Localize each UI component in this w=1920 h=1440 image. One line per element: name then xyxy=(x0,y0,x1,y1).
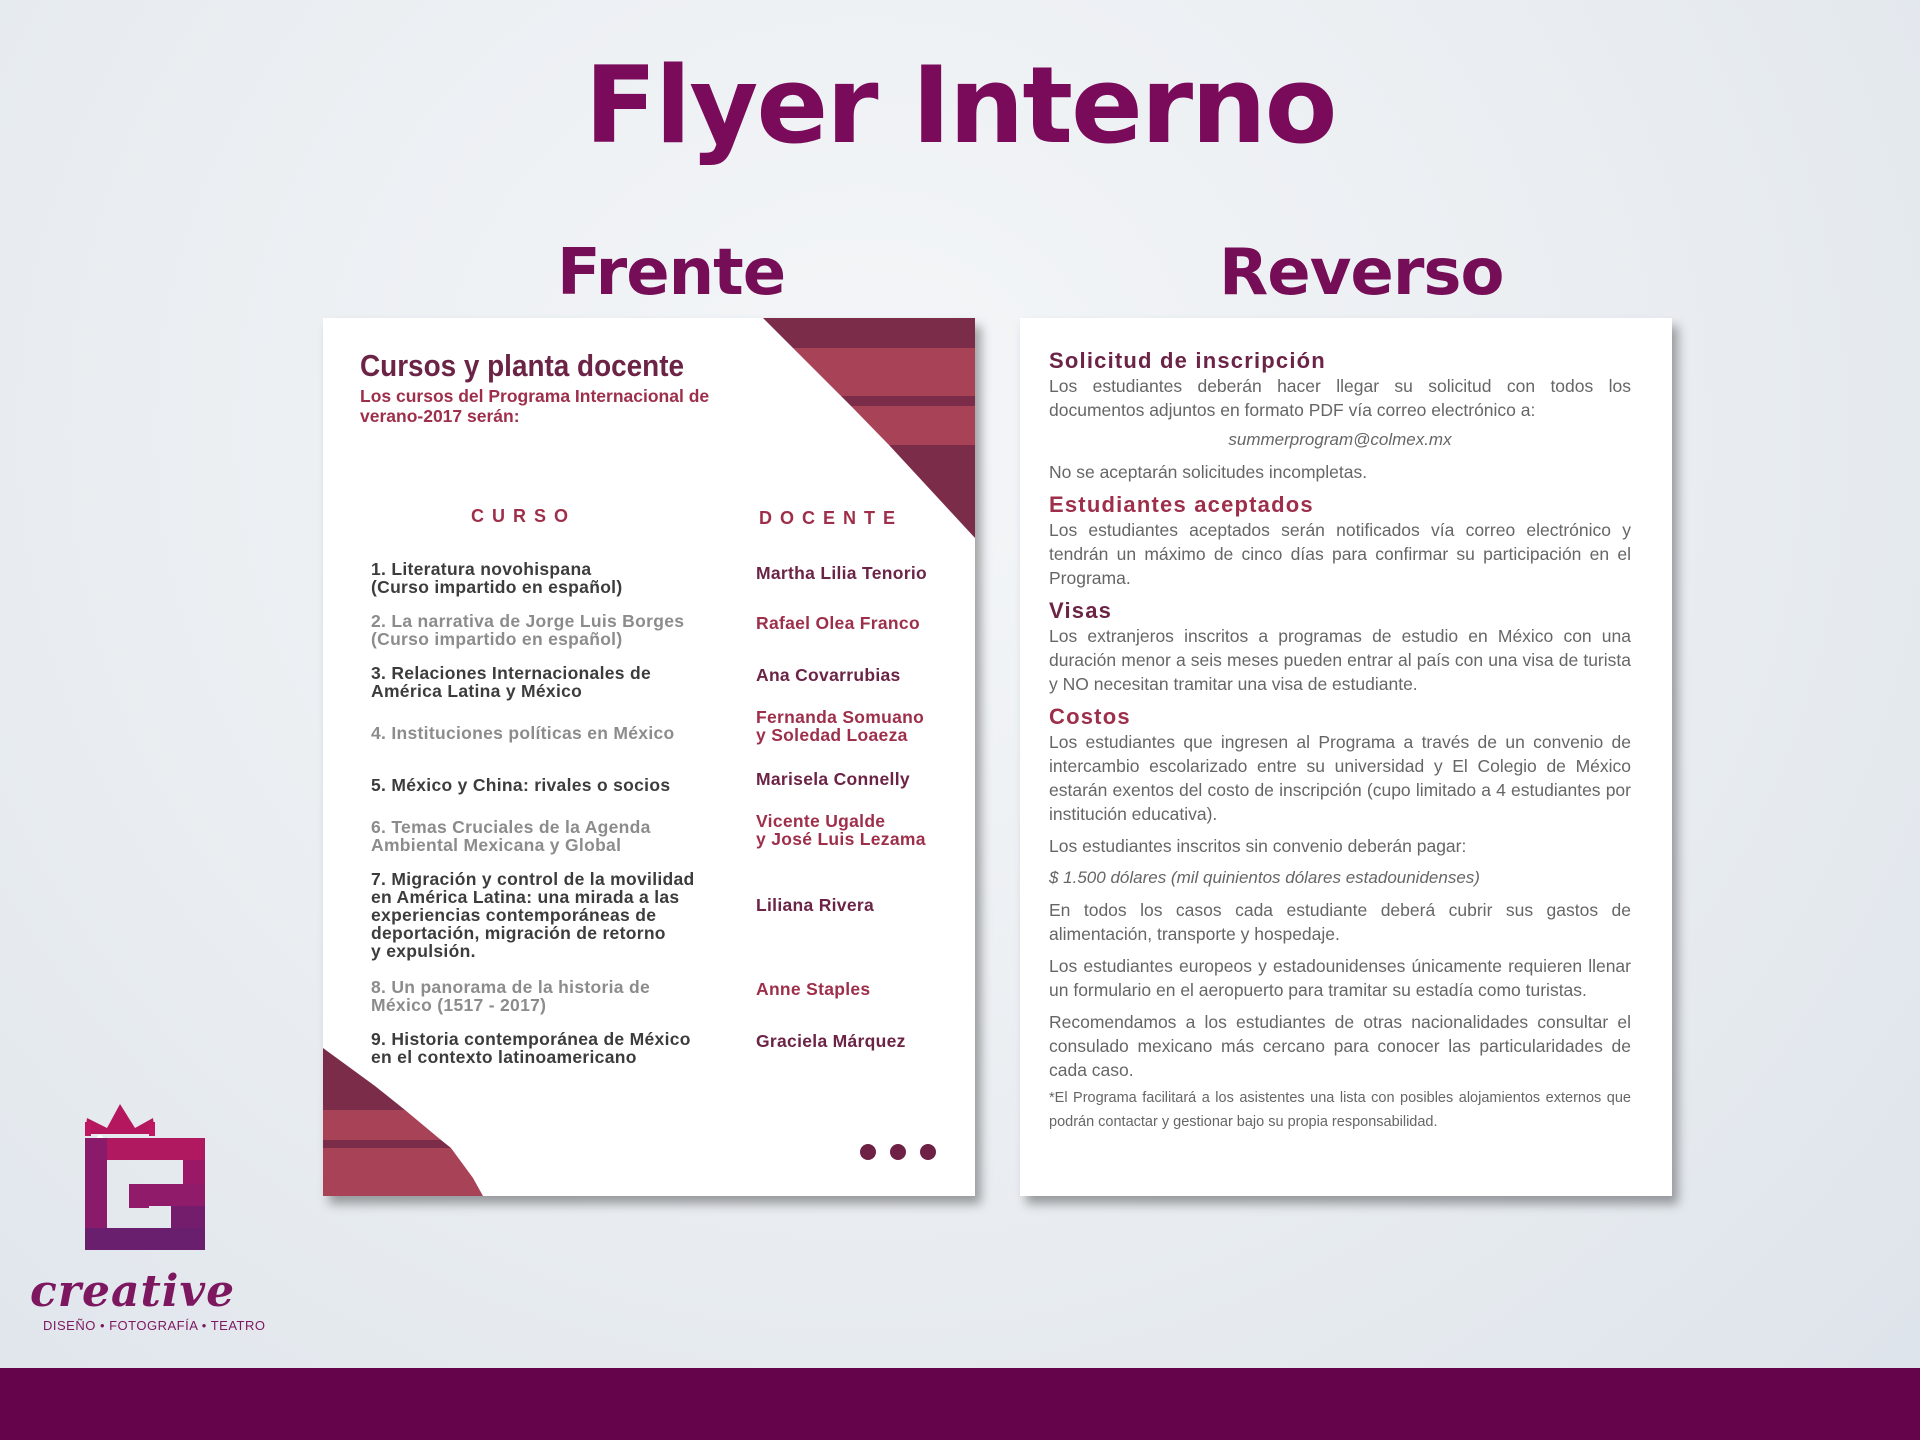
teacher-item: Graciela Márquez xyxy=(756,1031,906,1051)
visas-text: Los extranjeros inscritos a programas de estudio en México con una duración menor a seis meses pueden entrar al país con una visa de turista y NO necesitan tramitar una visa de estudiante. xyxy=(1049,626,1631,694)
costs-text: Recomendamos a los estudiantes de otras nacionalidades consultar el consulado mexicano más cercano para conocer las particularidades de cada caso. xyxy=(1049,1012,1631,1080)
course-item: 1. Literatura novohispana (Curso impartido en español) xyxy=(371,559,623,597)
enrollment-text: Los estudiantes deberán hacer llegar su solicitud con todos los documentos adjuntos en formato PDF vía correo electrónico a: xyxy=(1049,376,1631,420)
teacher-column-header: DOCENTE xyxy=(759,508,904,528)
teacher-item: Vicente Ugalde y José Luis Lezama xyxy=(756,811,926,849)
course-item: 5. México y China: rivales o socios xyxy=(371,775,671,795)
accepted-text: Los estudiantes aceptados serán notificados vía correo electrónico y tendrán un máximo de cinco días para confirmar su participación en el Programa. xyxy=(1049,520,1631,588)
teacher-item: Martha Lilia Tenorio xyxy=(756,563,927,583)
teacher-item: Marisela Connelly xyxy=(756,769,910,789)
flyer-back xyxy=(1020,318,1672,1196)
course-item: 4. Instituciones políticas en México xyxy=(371,723,675,743)
flyer-front xyxy=(323,318,975,1196)
course-item: 2. La narrativa de Jorge Luis Borges (Curso impartido en español) xyxy=(371,611,685,649)
section-heading-costs: Costos xyxy=(1049,704,1131,729)
teacher-item: Rafael Olea Franco xyxy=(756,613,920,633)
teacher-item: Ana Covarrubias xyxy=(756,665,901,685)
costs-text: Los estudiantes inscritos sin convenio deberán pagar: xyxy=(1049,836,1467,856)
ellipsis-dot xyxy=(890,1144,906,1160)
back-label: Reverso xyxy=(1219,236,1504,310)
price-text: $ 1.500 dólares (mil quinientos dólares estadounidenses) xyxy=(1049,868,1480,887)
page-title: Flyer Interno xyxy=(584,44,1336,167)
contact-email: summerprogram@colmex.mx xyxy=(1228,430,1452,449)
teacher-item: Anne Staples xyxy=(756,979,871,999)
costs-text: Los estudiantes europeos y estadounidenses únicamente requieren llenar un formulario en el aeropuerto para tramitar su estadía como turistas. xyxy=(1049,956,1631,1000)
footer-bar xyxy=(0,1368,1920,1440)
course-column-header: CURSO xyxy=(471,506,577,526)
course-item: 8. Un panorama de la historia de México (1517 - 2017) xyxy=(371,977,650,1015)
footnote: *El Programa facilitará a los asistentes una lista con posibles alojamientos externos que podrán contactar y gestionar bajo su propia responsabilidad. xyxy=(1049,1090,1631,1130)
section-heading-enrollment: Solicitud de inscripción xyxy=(1049,348,1326,373)
costs-text: Los estudiantes que ingresen al Programa a través de un convenio de intercambio escolarizado entre su universidad y El Colegio de México estarán exentos del costo de inscripción (cupo limitado a 4 estudiantes por institución educativa). xyxy=(1049,732,1631,824)
logo-wordmark: creative xyxy=(30,1266,236,1317)
course-item: 6. Temas Cruciales de la Agenda Ambiental Mexicana y Global xyxy=(371,817,651,855)
logo-tagline: DISEÑO • FOTOGRAFÍA • TEATRO xyxy=(43,1318,266,1333)
ellipsis-dot xyxy=(860,1144,876,1160)
enrollment-note: No se aceptarán solicitudes incompletas. xyxy=(1049,462,1368,482)
section-heading-accepted: Estudiantes aceptados xyxy=(1049,492,1314,517)
creative-logo-icon xyxy=(35,1098,245,1268)
teacher-item: Liliana Rivera xyxy=(756,895,875,915)
front-intro: Los cursos del Programa Internacional de verano-2017 serán: xyxy=(360,386,710,426)
front-heading: Cursos y planta docente xyxy=(360,348,685,383)
course-item: 9. Historia contemporánea de México en el contexto latinoamericano xyxy=(371,1029,691,1067)
front-label: Frente xyxy=(557,236,786,310)
costs-text: En todos los casos cada estudiante deberá cubrir sus gastos de alimentación, transporte y hospedaje. xyxy=(1049,900,1631,944)
section-heading-visas: Visas xyxy=(1049,598,1113,623)
course-item: 3. Relaciones Internacionales de América Latina y México xyxy=(371,663,651,701)
teacher-item: Fernanda Somuano y Soledad Loaeza xyxy=(756,707,925,745)
ellipsis-dot xyxy=(920,1144,936,1160)
course-item: 7. Migración y control de la movilidad en América Latina: una mirada a las experiencias contemporáneas de deportación, migración de retorno y expulsión. xyxy=(371,869,695,961)
